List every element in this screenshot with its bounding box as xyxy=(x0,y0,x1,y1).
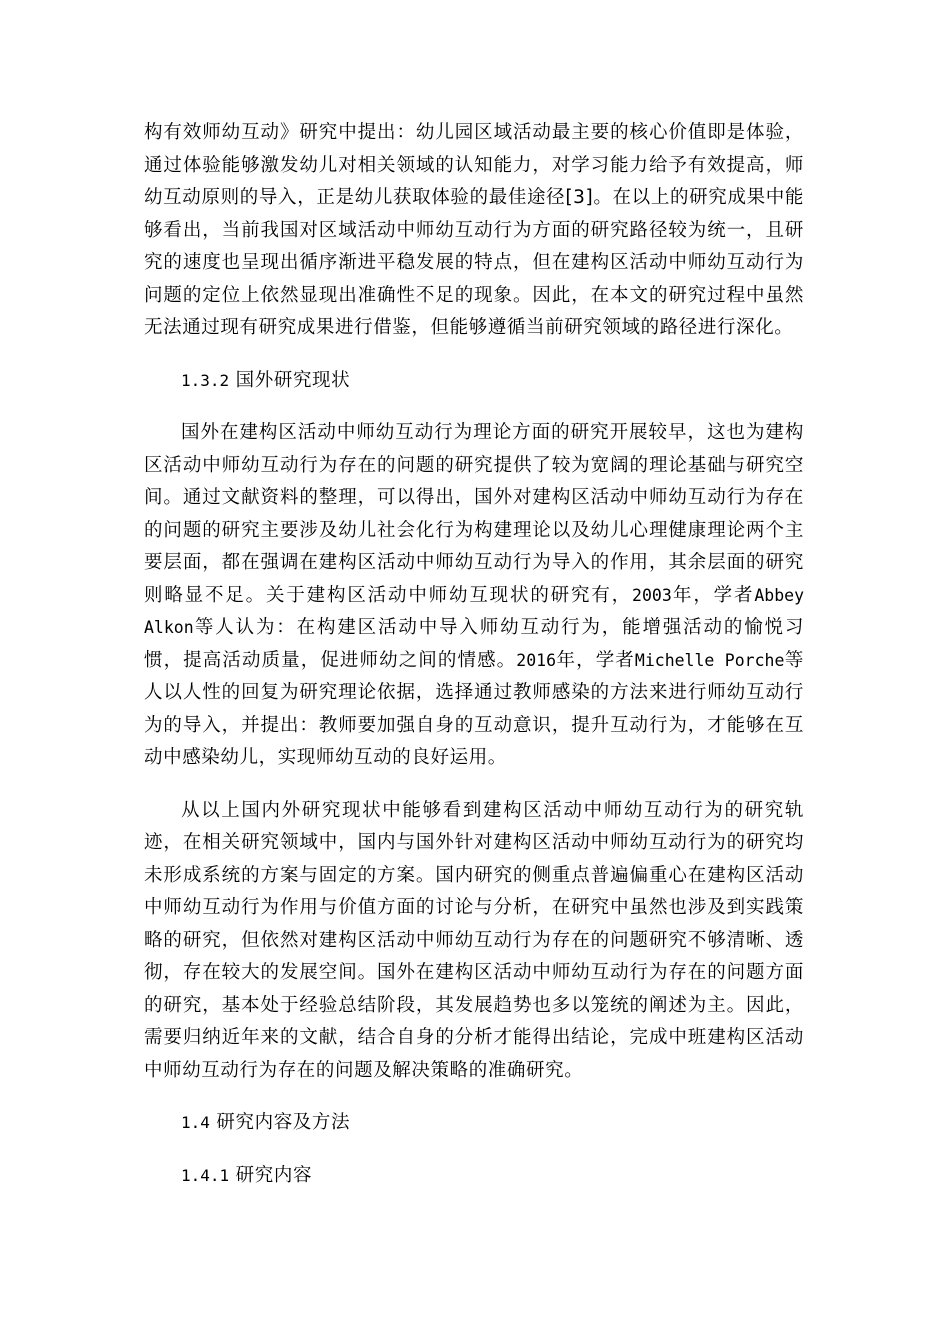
section-title: 国外研究现状 xyxy=(235,369,351,391)
document-body xyxy=(144,117,804,1192)
paragraph-text: 国外在建构区活动中师幼互动行为理论方面的研究开展较早，这也为建构区活动中师幼互动行为存在的问题的研究提供了较为宽阔的理论基础与研究空间。通过文献资料的整理，可以得出，国外对建构区活动中师幼互动行为存在的问题的研究主要涉及幼儿社会化行为构建理论以及幼儿心理健康理论两个主要层面，都在强调在建构区活动中师幼互动行为导入的作用，其余层面的研究则略显不足。关于建构区活动中师幼互现状的研究有， xyxy=(144,422,804,606)
paragraph-text: 等人以人性的回复为研究理论依据，选择通过教师感染的方法来进行师幼互动行为的导入，并提出：教师要加强自身的互动意识，提升互动行为，才能够在互动中感染幼儿，实现师幼互动的良好运用。 xyxy=(144,649,804,768)
section-title: 研究内容 xyxy=(235,1164,313,1186)
year-2003: 2003 xyxy=(632,585,672,605)
author-name-michelle-porche: Michelle Porche xyxy=(634,650,785,670)
paragraph-text: 年，学者 xyxy=(556,649,635,671)
section-title: 研究内容及方法 xyxy=(216,1112,351,1133)
paragraph-text: 年，学者 xyxy=(671,584,755,606)
year-2016: 2016 xyxy=(516,650,557,670)
author-name-abbey-alkon: Abbey Alkon xyxy=(144,585,805,637)
paragraph-domestic-research-conclusion: 构有效师幼互动》研究中提出：幼儿园区域活动最主要的核心价值即是体验，通过体验能够激发幼儿对相关领域的认知能力，对学习能力给予有效提高，师幼互动原则的导入，正是幼儿获取体验的最佳途径[3]。在以上的研究成果中能够看出，当前我国对区域活动中师幼互动行为方面的研究路径较为统一，且研究的速度也呈现出循序渐进平稳发展的特点，但在建构区活动中师幼互动行为问题的定位上依然显现出准确性不足的现象。因此，在本文的研究过程中虽然无法通过现有研究成果进行借鉴，但能够遵循当前研究领域的路径进行深化。 xyxy=(144,122,804,338)
section-heading-1-4-1 xyxy=(144,1160,804,1193)
paragraph-summary: 从以上国内外研究现状中能够看到建构区活动中师幼互动行为的研究轨迹，在相关研究领域中，国内与国外针对建构区活动中师幼互动行为的研究均未形成系统的方案与固定的方案。国内研究的侧重点普遍偏重心在建构区活动中师幼互动行为作用与价值方面的讨论与分析，在研究中虽然也涉及到实践策略的研究，但依然对建构区活动中师幼互动行为存在的问题研究不够清晰、透彻，存在较大的发展空间。国外在建构区活动中师幼互动行为存在的问题方面的研究，基本处于经验总结阶段，其发展趋势也多以笼统的阐述为主。因此，需要归纳近年来的文献，结合自身的分析才能得出结论，完成中班建构区活动中师幼互动行为存在的问题及解决策略的准确研究。 xyxy=(144,799,804,1081)
section-heading-1-3-2 xyxy=(144,365,804,398)
paragraph-text: 等人认为：在构建区活动中导入师幼互动行为，能增强活动的愉悦习惯，提高活动质量，促进师幼之间的情感。 xyxy=(144,617,804,671)
paragraph-foreign-research xyxy=(144,417,804,775)
section-number: 1.4.1 xyxy=(181,1165,230,1185)
section-number: 1.3.2 xyxy=(181,370,230,390)
section-number: 1.4 xyxy=(181,1113,210,1132)
section-heading-1-4 xyxy=(144,1107,804,1140)
